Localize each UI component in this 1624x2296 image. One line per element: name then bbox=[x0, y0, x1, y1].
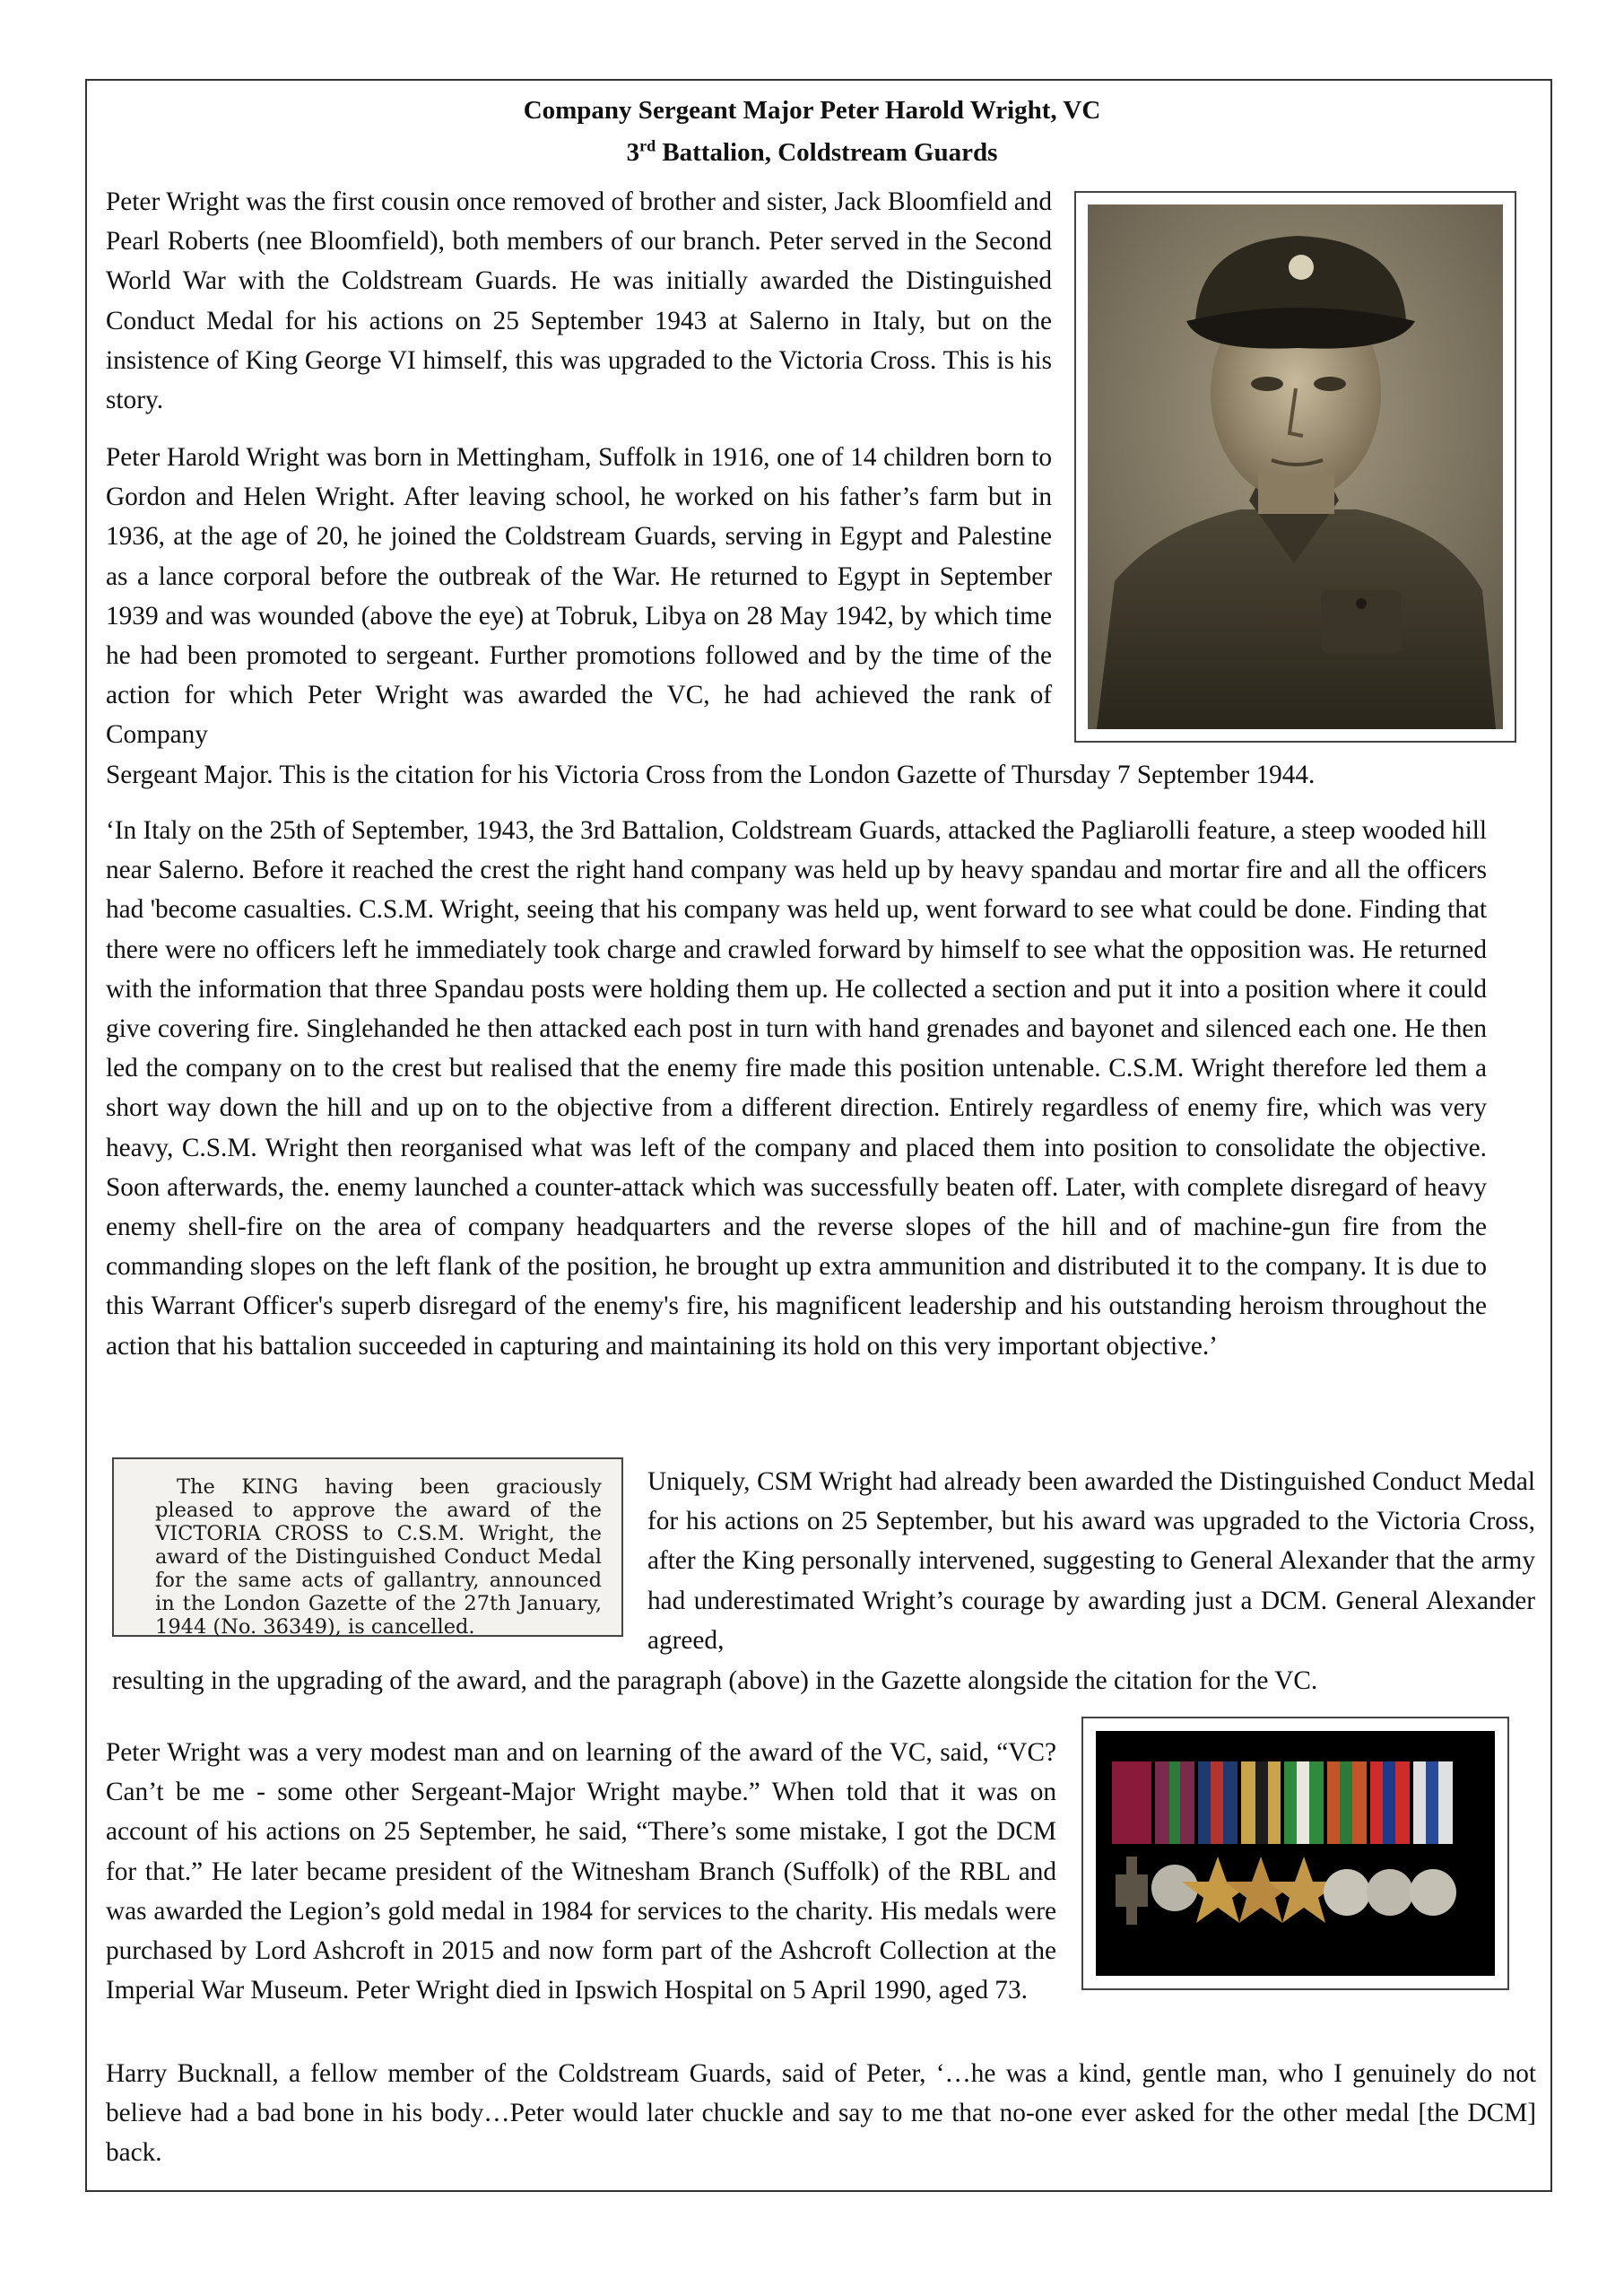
biography-paragraph-end: Sergeant Major. This is the citation for his Victoria Cross from the London Gazette of Thursday 7 September 1944. bbox=[106, 761, 1316, 789]
subtitle-ordinal: rd bbox=[639, 136, 656, 155]
modesty-paragraph: Peter Wright was a very modest man and on learning of the award of the VC, said, “VC? Can’t be me - some other Sergeant-Major Wright maybe.” When told that it was on account of his actions on 25 September, he said, “There’s some mistake, I got the DCM for that.” He later became president of the Witnesham Branch (Suffolk) of the RBL and was awarded the Legion’s gold medal in 1984 for services to the charity. His medals were purchased by Lord Ashcroft in 2015 and now form part of the Ashcroft Collection at the Imperial War Museum. Peter Wright died in Ipswich Hospital on 5 April 1990, aged 73. bbox=[106, 1738, 1056, 2005]
page-title: Company Sergeant Major Peter Harold Wright, VC bbox=[523, 96, 1101, 125]
portrait-photo bbox=[1074, 191, 1516, 743]
biography-paragraph: Peter Harold Wright was born in Mettingham, Suffolk in 1916, one of 14 children born to Gordon and Helen Wright. After leaving school, he worked on his father’s farm but in 1936, at the age of 20, he joined the Coldstream Guards, serving in Egypt and Palestine as a lance corporal before the outbreak of the War. He returned to Egypt in September 1939 and was wounded (above the eye) at Tobruk, Libya on 28 May 1942, by which time he had been promoted to sergeant. Further promotions followed and by the time of the action for which Peter Wright was awarded the VC, he had achieved the rank of Company bbox=[106, 443, 1052, 750]
medals-image bbox=[1096, 1731, 1495, 1976]
page-subtitle bbox=[0, 137, 1624, 168]
subtitle-number: 3 bbox=[626, 138, 640, 167]
vc-citation: ‘In Italy on the 25th of September, 1943, the 3rd Battalion, Coldstream Guards, attacked the Pagliarolli feature, a steep wooded hill near Salerno. Before it reached the crest the right hand company was held up by heavy spandau and mortar fire and all the officers had 'become casualties. C.S.M. Wright, seeing that his company was held up, went forward to see what could be done. Finding that there were no officers left he immediately took charge and crawled forward by himself to see what the opposition was. He returned with the information that three Spandau posts were holding them up. He collected a section and put it into a position where it could give covering fire. Singlehanded he then attacked each post in turn with hand grenades and bayonet and silenced each one. He then led the company on to the crest but realised that the enemy fire made this position untenable. C.S.M. Wright therefore led them a short way down the hill and up on to the objective from a different direction. Entirely regardless of enemy fire, which was very heavy, C.S.M. Wright then reorganised what was left of the company and placed them into position to consolidate the objective. Soon afterwards, the. enemy launched a counter-attack which was successfully beaten off. Later, with complete disregard of heavy enemy shell-fire on the area of company headquarters and the reverse slopes of the hill and of machine-gun fire from the commanding slopes on the left flank of the position, he brought up extra ammunition and distributed it to the company. It is due to this Warrant Officer's superb disregard of the enemy's fire, his magnificent leadership and his outstanding heroism throughout the action that his battalion succeeded in capturing and maintaining its hold on this very important objective.’ bbox=[106, 816, 1487, 1361]
subtitle-text: Battalion, Coldstream Guards bbox=[656, 138, 998, 167]
gazette-clipping-text: The KING having been graciously pleased to approve the award of the VICTORIA CROSS to C.S.M. Wright, the award of the Distinguished Conduct Medal for the same acts of gallantry, announced in the London Gazette of the 27th January, 1944 (No. 36349), is cancelled. bbox=[155, 1475, 602, 1639]
intro-paragraph: Peter Wright was the first cousin once removed of brother and sister, Jack Bloomfield and Pearl Roberts (nee Bloomfield), both members of our branch. Peter served in the Second World War with the Coldstream Guards. He was initially awarded the Distinguished Conduct Medal for his actions on 25 September 1943 at Salerno in Italy, but on the insistence of King George VI himself, this was upgraded to the Victoria Cross. This is his story. bbox=[106, 187, 1052, 415]
portrait-image bbox=[1088, 204, 1503, 729]
upgrade-paragraph-end: resulting in the upgrading of the award, and the paragraph (above) in the Gazette alongside the citation for the VC. bbox=[112, 1666, 1318, 1695]
medals-photo bbox=[1081, 1717, 1509, 1990]
bucknall-quote: Harry Bucknall, a fellow member of the Coldstream Guards, said of Peter, ‘…he was a kind, gentle man, who I genuinely do not believe had a bad bone in his body…Peter would later chuckle and say to me that no-one ever asked for the other medal [the DCM] back. bbox=[106, 2059, 1536, 2168]
upgrade-paragraph: Uniquely, CSM Wright had already been awarded the Distinguished Conduct Medal for his actions on 25 September, but his award was upgraded to the Victoria Cross, after the King personally intervened, suggesting to General Alexander that the army had underestimated Wright’s courage by awarding just a DCM. General Alexander agreed, bbox=[647, 1467, 1535, 1655]
gazette-clipping bbox=[112, 1457, 623, 1637]
